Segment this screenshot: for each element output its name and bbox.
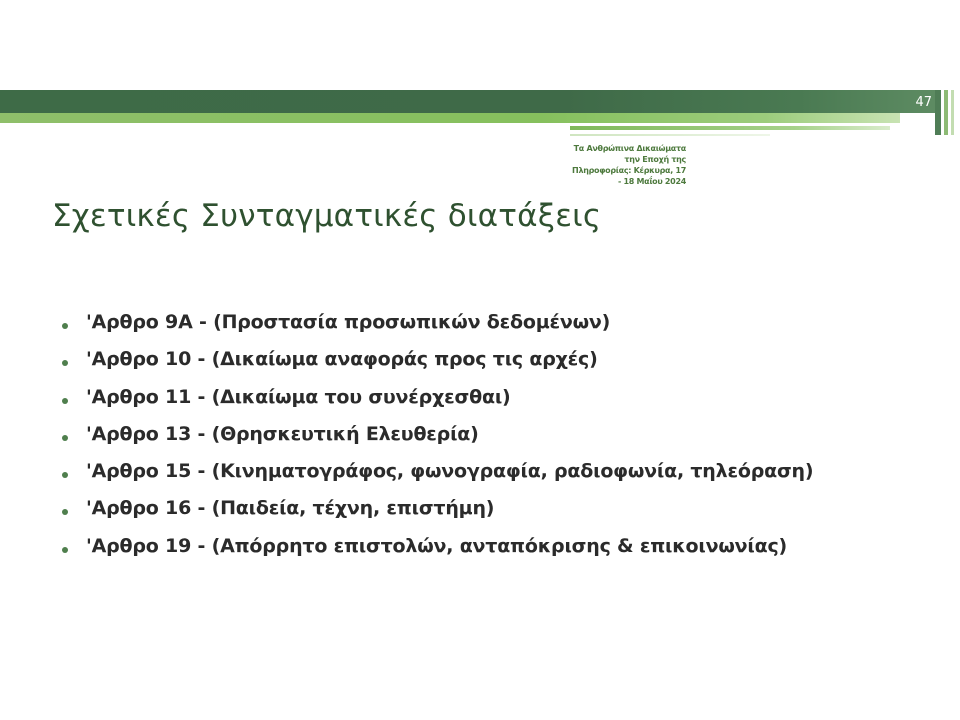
header-band-light: [0, 113, 900, 123]
bullet-text: 'Αρθρο 11 - (Δικαίωμα του συνέρχεσθαι): [86, 385, 511, 408]
header-band-end-stripe: [935, 90, 941, 135]
bullet-text: 'Αρθρο 19 - (Απόρρητο επιστολών, ανταπόκρισης & επικοινωνίας): [86, 534, 787, 557]
header-note: [540, 143, 686, 187]
slide-number: 47: [915, 95, 932, 110]
bullet-item: [62, 535, 813, 572]
header-note-line: - 18 Μαΐου 2024: [617, 177, 686, 186]
header-band-fade-line: [570, 134, 770, 136]
bullet-item: [62, 348, 813, 385]
header-band-accent: [570, 126, 890, 130]
bullet-list: [62, 311, 813, 572]
bullet-item: [62, 311, 813, 348]
bullet-text: 'Αρθρο 9Α - (Προστασία προσωπικών δεδομένων): [86, 311, 611, 333]
bullet-item: [62, 460, 813, 497]
bullet-item: [62, 423, 813, 460]
bullet-dot-icon: [62, 398, 68, 404]
bullet-dot-icon: [62, 509, 68, 515]
header-note-line: Πληροφορίας: Κέρκυρα, 17: [572, 166, 686, 175]
bullet-text: 'Αρθρο 16 - (Παιδεία, τέχνη, επιστήμη): [86, 497, 495, 520]
bullet-item: [62, 386, 813, 423]
bullet-text: 'Αρθρο 15 - (Κινηματογράφος, φωνογραφία, ραδιοφωνία, τηλεόραση): [86, 460, 814, 483]
header-band-end-stripe: [951, 90, 954, 135]
header-note-line: την Εποχή της: [624, 155, 686, 164]
header-band-dark: [0, 90, 940, 113]
bullet-dot-icon: [62, 472, 68, 478]
bullet-text: 'Αρθρο 10 - (Δικαίωμα αναφοράς προς τις αρχές): [86, 348, 598, 371]
bullet-dot-icon: [62, 547, 68, 553]
bullet-text: 'Αρθρο 13 - (Θρησκευτική Ελευθερία): [86, 422, 479, 445]
bullet-dot-icon: [62, 435, 68, 441]
header-band-end-stripe: [944, 90, 948, 135]
header-note-line: Τα Ανθρώπινα Δικαιώματα: [573, 144, 686, 153]
bullet-dot-icon: [62, 323, 68, 329]
bullet-dot-icon: [62, 360, 68, 366]
slide-title: Σχετικές Συνταγματικές διατάξεις: [52, 198, 602, 234]
bullet-item: [62, 497, 813, 534]
